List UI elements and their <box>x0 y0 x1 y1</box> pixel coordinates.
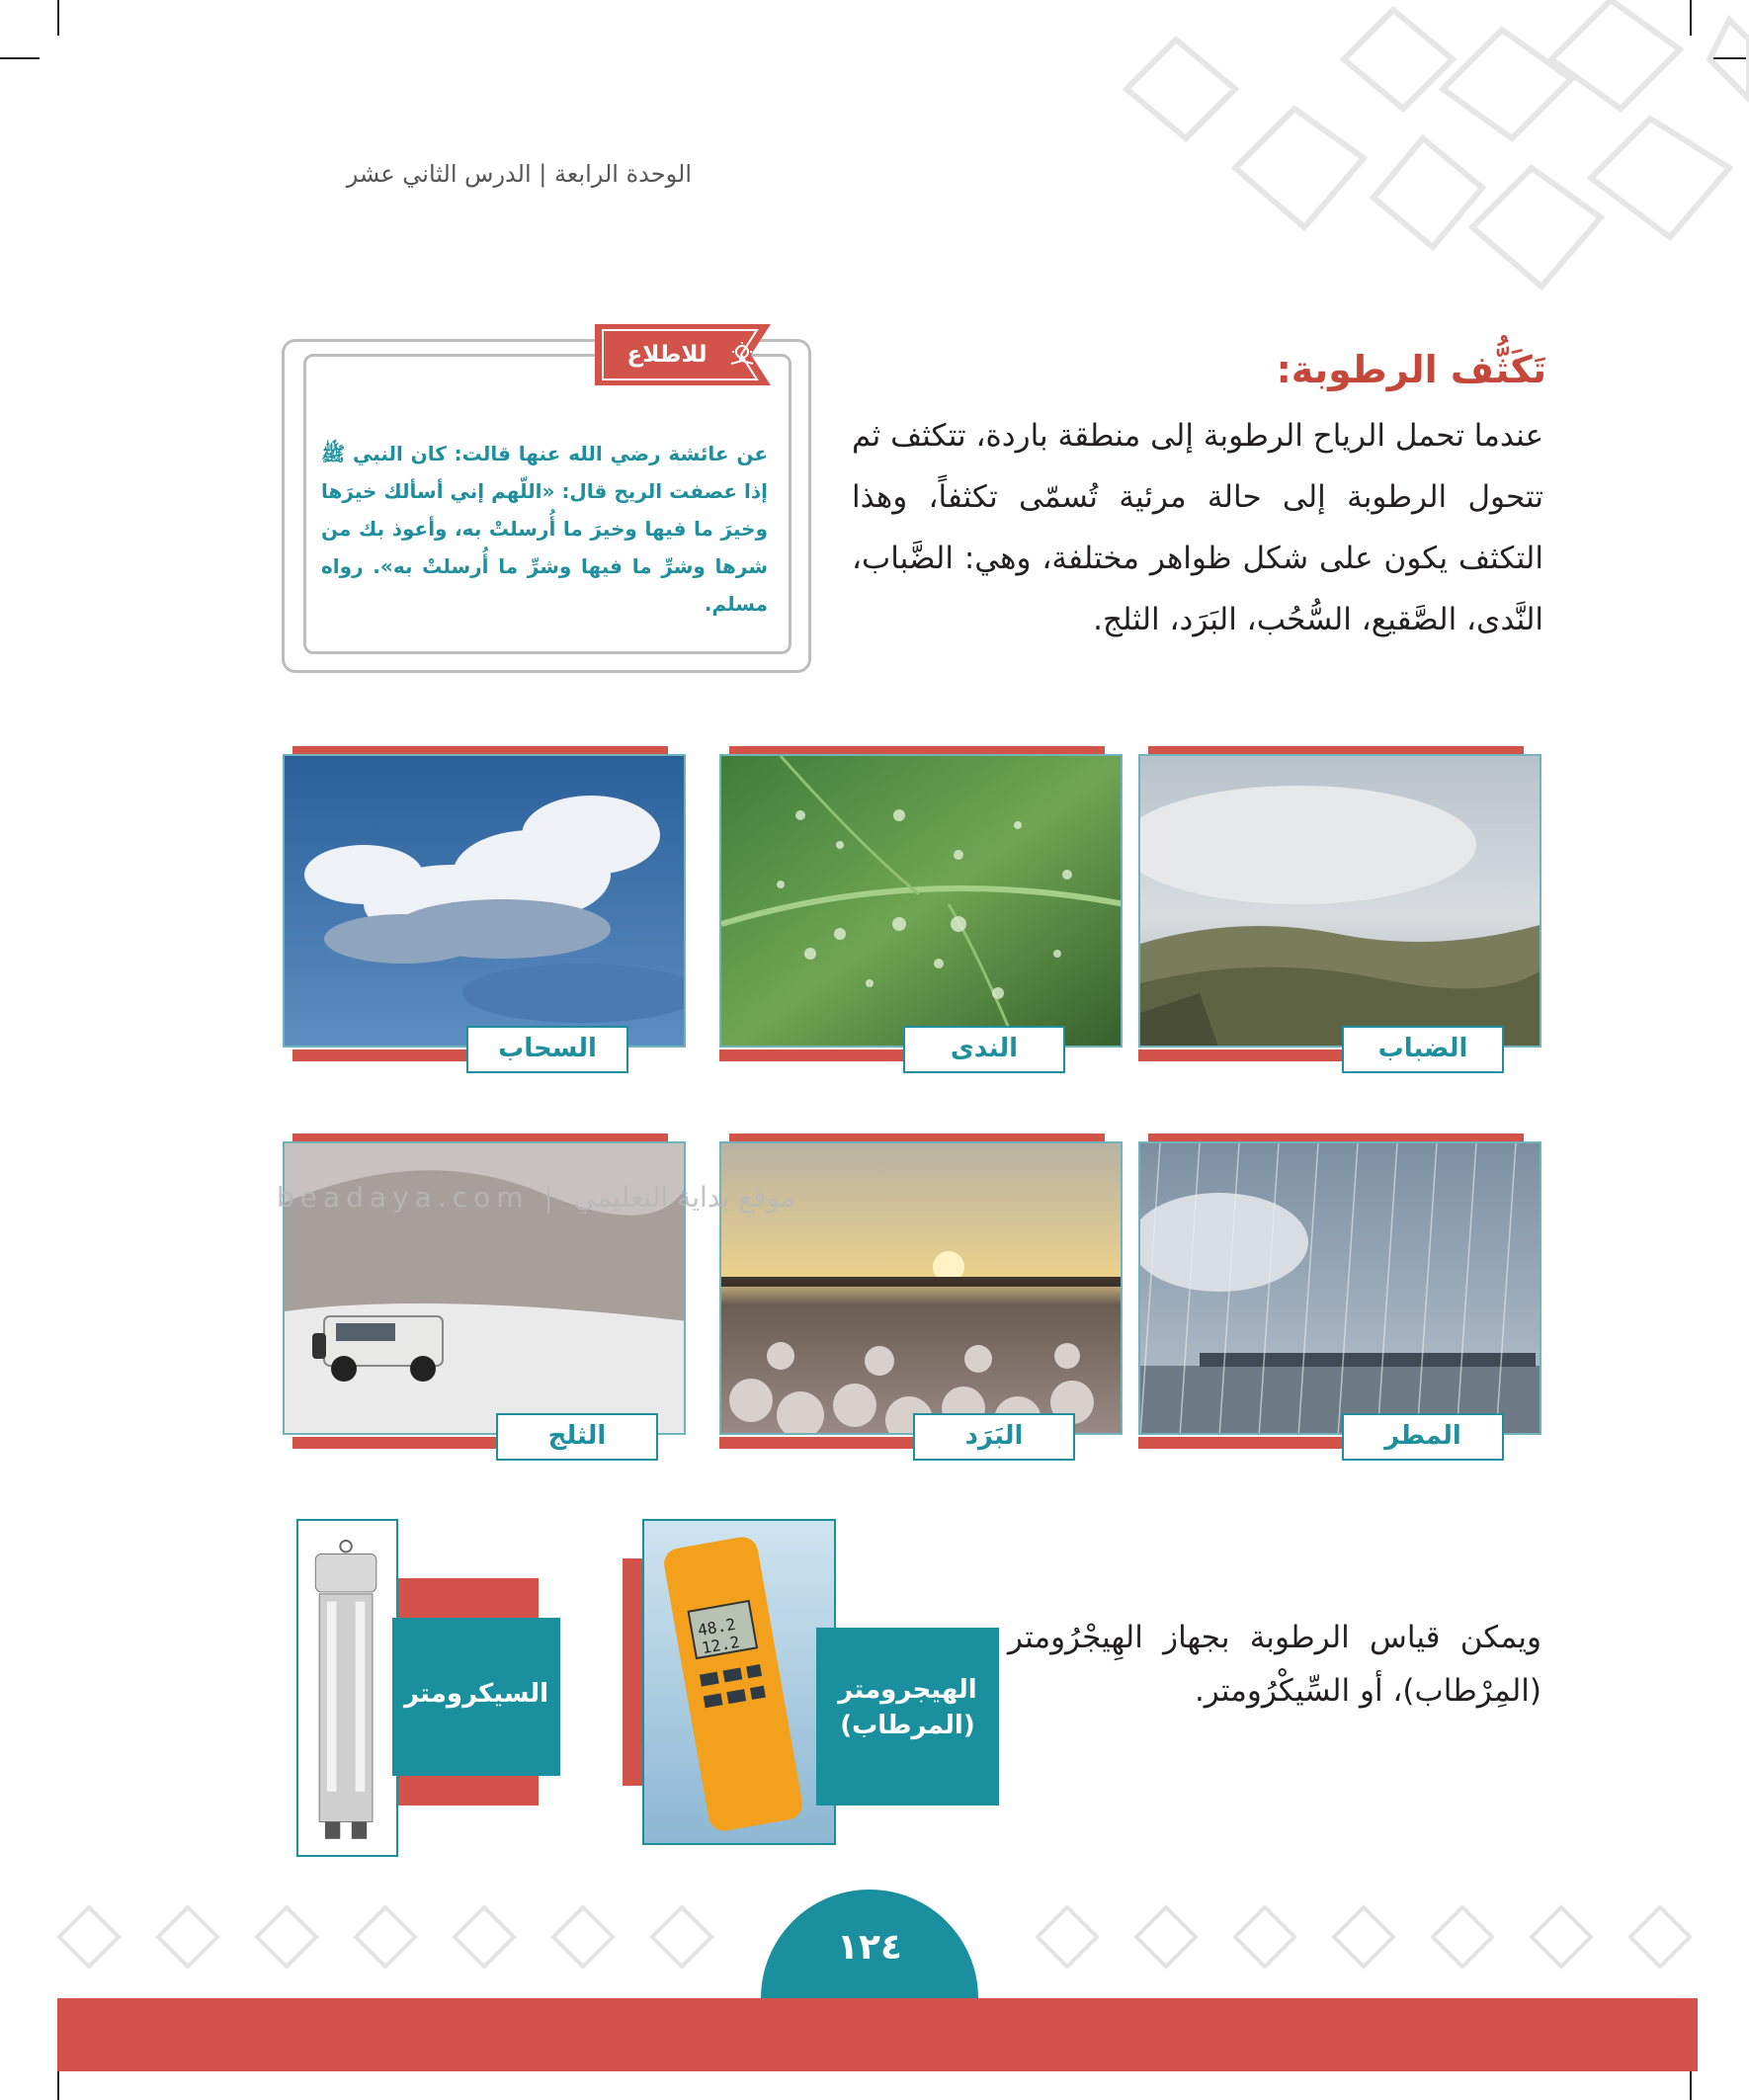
footer-bar <box>57 1998 1698 2071</box>
section-title: تَكَثُّف الرطوبة: <box>1276 348 1546 391</box>
psychrometer-label-box <box>392 1618 560 1776</box>
hygrometer-group <box>623 1519 1018 1845</box>
psychrometer-group <box>292 1519 618 1860</box>
decorative-pattern <box>1038 0 1749 326</box>
section-paragraph: عندما تحمل الرياح الرطوبة إلى منطقة باردة، تتكثف ثم تتحول الرطوبة إلى حالة مرئية تُسمّى تكثفاً، وهذا التكثف يكون على شكل ظواهر مختلفة، وهي: الضَّباب، النَّدى، الصَّقيع، السُّحُب، البَرَد، الثلج. <box>852 418 1543 637</box>
fog-image <box>1138 754 1541 1048</box>
hygrometer-sublabel: (المرطاب) <box>840 1711 975 1740</box>
psychrometer-photo <box>296 1519 398 1857</box>
photo-hail <box>719 1134 1124 1451</box>
fog-label: الضباب <box>1342 1026 1504 1073</box>
hygrometer-display-2: 12.2 <box>700 1632 741 1658</box>
crop-mark <box>0 57 40 59</box>
snow-label: الثلج <box>496 1413 658 1461</box>
clouds-label: السحاب <box>466 1026 628 1073</box>
unit-lesson-header: الوحدة الرابعة | الدرس الثاني عشر <box>346 160 692 188</box>
crop-mark <box>57 0 59 36</box>
photo-snow <box>283 1134 688 1451</box>
watermark: beadaya.com | موقع بداية التعليمي <box>277 1181 795 1214</box>
info-box-tab-label: للاطلاع <box>626 342 708 368</box>
hygrometer-display-1: 48.2 <box>696 1614 737 1640</box>
dew-label: الندى <box>903 1026 1065 1073</box>
photo-clouds <box>283 746 688 1063</box>
hail-label: البَرَد <box>913 1413 1075 1461</box>
hygrometer-photo <box>642 1519 836 1845</box>
photo-dew <box>719 746 1124 1063</box>
rain-label: المطر <box>1342 1413 1504 1461</box>
info-box-text: عن عائشة رضي الله عنها قالت: كان النبي ﷺ إذا عصفت الريح قال: «اللّهم إني أسألك خيرَها وخيرَ ما فيها وخيرَ ما أُرسلتْ به، وأعوذ بك من شرها وشرِّ ما فيها وشرِّ ما أُرسلتْ به». رواه مسلم. <box>321 442 768 616</box>
photo-fog <box>1138 746 1543 1063</box>
dew-image <box>719 754 1123 1048</box>
rain-image <box>1138 1141 1541 1435</box>
measurement-paragraph: ويمكن قياس الرطوبة بجهاز الهِيجْرُومتر (المِرْطاب)، أو السِّيكْرُومتر. <box>1008 1620 1541 1709</box>
clouds-image <box>283 754 686 1048</box>
photo-rain <box>1138 1134 1543 1451</box>
psychrometer-label: السيكرومتر <box>403 1679 549 1709</box>
hygrometer-label: الهيجرومتر <box>838 1675 977 1705</box>
lightbulb-book-icon <box>729 342 755 368</box>
hygrometer-label-box <box>816 1628 999 1806</box>
page-number: ١٢٤ <box>837 1927 902 1968</box>
